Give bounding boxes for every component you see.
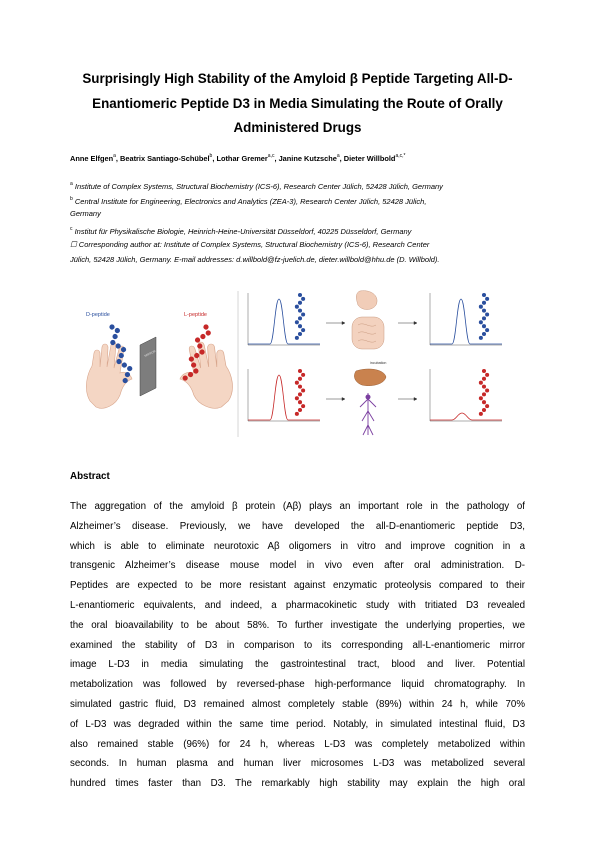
abstract-line: also remained stable (96%) for 24 h, whereas L-D3 was completely metabolized within — [70, 738, 525, 750]
abstract-line: which is able to eliminate neurotoxic Aβ oligomers in vitro and improve cognition in a — [70, 540, 525, 552]
title-line-3: Administered Drugs — [233, 120, 362, 135]
stomach-icon — [356, 291, 377, 310]
affiliation-a-text: Institute of Complex Systems, Structural Biochemistry (ICS-6), Research Center Jülich, 52428 Jülich, Germany — [74, 182, 443, 191]
abstract-line: L-enantiomeric equivalents, and indeed, a pharmacokinetic study with tritiated D3 revealed — [70, 599, 525, 611]
abstract-line: seconds. In human plasma and human liver microsomes L-D3 was metabolized several — [70, 758, 525, 770]
liver-icon — [354, 369, 386, 386]
abstract-line: hundred times faster than D3. The remarkably high stability may explain the high oral — [70, 778, 525, 790]
abstract-line: The aggregation of the amyloid β protein (Aβ) plays an important role in the pathology of — [70, 501, 525, 512]
abstract-body — [70, 497, 525, 794]
author-name: Anne Elfgen — [70, 154, 114, 163]
abstract-line: Peptides are expected to be more resistant against enzymatic proteolysis compared to their — [70, 580, 525, 592]
graphical-abstract-figure — [80, 285, 520, 442]
chromatogram-l-after — [430, 369, 502, 421]
affiliation-b: $^b$ Central Institute for Engineering, Electronics and Analytics (ZEA-3), Research Center Jülich, 52428 Jülich, — [70, 196, 427, 206]
abstract-line: the oral bioavailability to be about 58%. To further investigate the underlying properties, we — [70, 619, 525, 631]
author-affil-mark: a,c — [267, 153, 275, 159]
l-peptide-label: L-peptide — [184, 312, 207, 318]
corresponding-text-1: ☐ Corresponding author at: Institute of Complex Systems, Structural Biochemistry (ICS-6), Research Center — [70, 240, 430, 249]
abstract-line: Alzheimer’s disease. Previously, we have developed the all-D-enantiomeric peptide D3, — [70, 520, 525, 532]
affiliation-a: $^a$ Institute of Complex Systems, Structural Biochemistry (ICS-6), Research Center Jülich, 52428 Jülich, Germany — [70, 181, 443, 191]
affiliation-b-text-1: Central Institute for Engineering, Electronics and Analytics (ZEA-3), Research Center Jülich, 52428 Jülich, — [74, 197, 427, 206]
corresponding-author-continued — [70, 254, 440, 266]
chromatogram-d-after — [430, 293, 502, 345]
paper-title — [60, 67, 535, 141]
author-name: Lothar Gremer — [216, 154, 268, 163]
affiliation-b-continued — [70, 208, 101, 220]
chromatogram-d-before — [248, 293, 320, 345]
affiliation-b-text-2: Germany — [70, 209, 101, 218]
blood-vessel-icon — [360, 393, 376, 435]
incubation-label: incubation — [370, 361, 387, 365]
mirror-label: MIRROR — [143, 349, 157, 358]
corresponding-author — [70, 239, 429, 251]
author-affil-mark: a,c,* — [395, 153, 406, 159]
intestine-icon — [352, 317, 384, 349]
mirror-icon — [140, 337, 156, 396]
author-affil-mark: a — [113, 153, 116, 159]
affiliation-c-text: Institut für Physikalische Biologie, Heinrich-Heine-Universität Düsseldorf, 40225 Düsseldorf, Germany — [74, 227, 412, 236]
abstract-line: simulated gastric fluid, D3 remained almost completely stable (89%) within 24 h, while 70% — [70, 698, 525, 710]
author-name: Janine Kutzsche — [278, 154, 337, 163]
author-affil-mark: b — [209, 153, 213, 159]
abstract-line: transgenic Alzheimer’s disease mouse model in vivo even after oral administration. D- — [70, 560, 525, 572]
abstract-line: examined the stability of D3 in comparison to its corresponding all-L-enantiomeric mirror — [70, 639, 525, 651]
abstract-line: of L-D3 was degraded within the same time period. Notably, in simulated intestinal fluid, D3 — [70, 718, 525, 730]
chromatogram-l-before — [248, 369, 320, 421]
abstract-heading: Abstract — [70, 471, 110, 482]
author-list: Anne Elfgen$^a$, Beatrix Santiago-Schübel$^b$, Lothar Gremer$^{a,c}$, Janine Kutzsche$^a$, Dieter Willbold$^{a,c,*}$ — [70, 153, 406, 163]
corresponding-text-2: Jülich, 52428 Jülich, Germany. E-mail addresses: d.willbold@fz-juelich.de, dieter.willbold@hhu.de (D. Willbold). — [70, 255, 440, 264]
author-name: Dieter Willbold — [343, 154, 396, 163]
right-hand-icon — [180, 342, 232, 408]
title-line-2: Enantiomeric Peptide D3 in Media Simulating the Route of Orally — [92, 95, 503, 111]
d-peptide-label: D-peptide — [86, 312, 110, 318]
title-line-1: Surprisingly High Stability of the Amyloid β Peptide Targeting All-D- — [82, 71, 513, 86]
author-name: Beatrix Santiago-Schübel — [120, 154, 210, 163]
author-affil-mark: a — [336, 153, 340, 159]
affiliation-c: $^c$ Institut für Physikalische Biologie, Heinrich-Heine-Universität Düsseldorf, 40225 Düsseldorf, Germany — [70, 226, 412, 236]
abstract-line: metabolization was followed by reversed-phase high-performance liquid chromatography. In — [70, 679, 525, 691]
abstract-line: image L-D3 in media simulating the gastrointestinal tract, blood and liver. Potential — [70, 659, 525, 671]
